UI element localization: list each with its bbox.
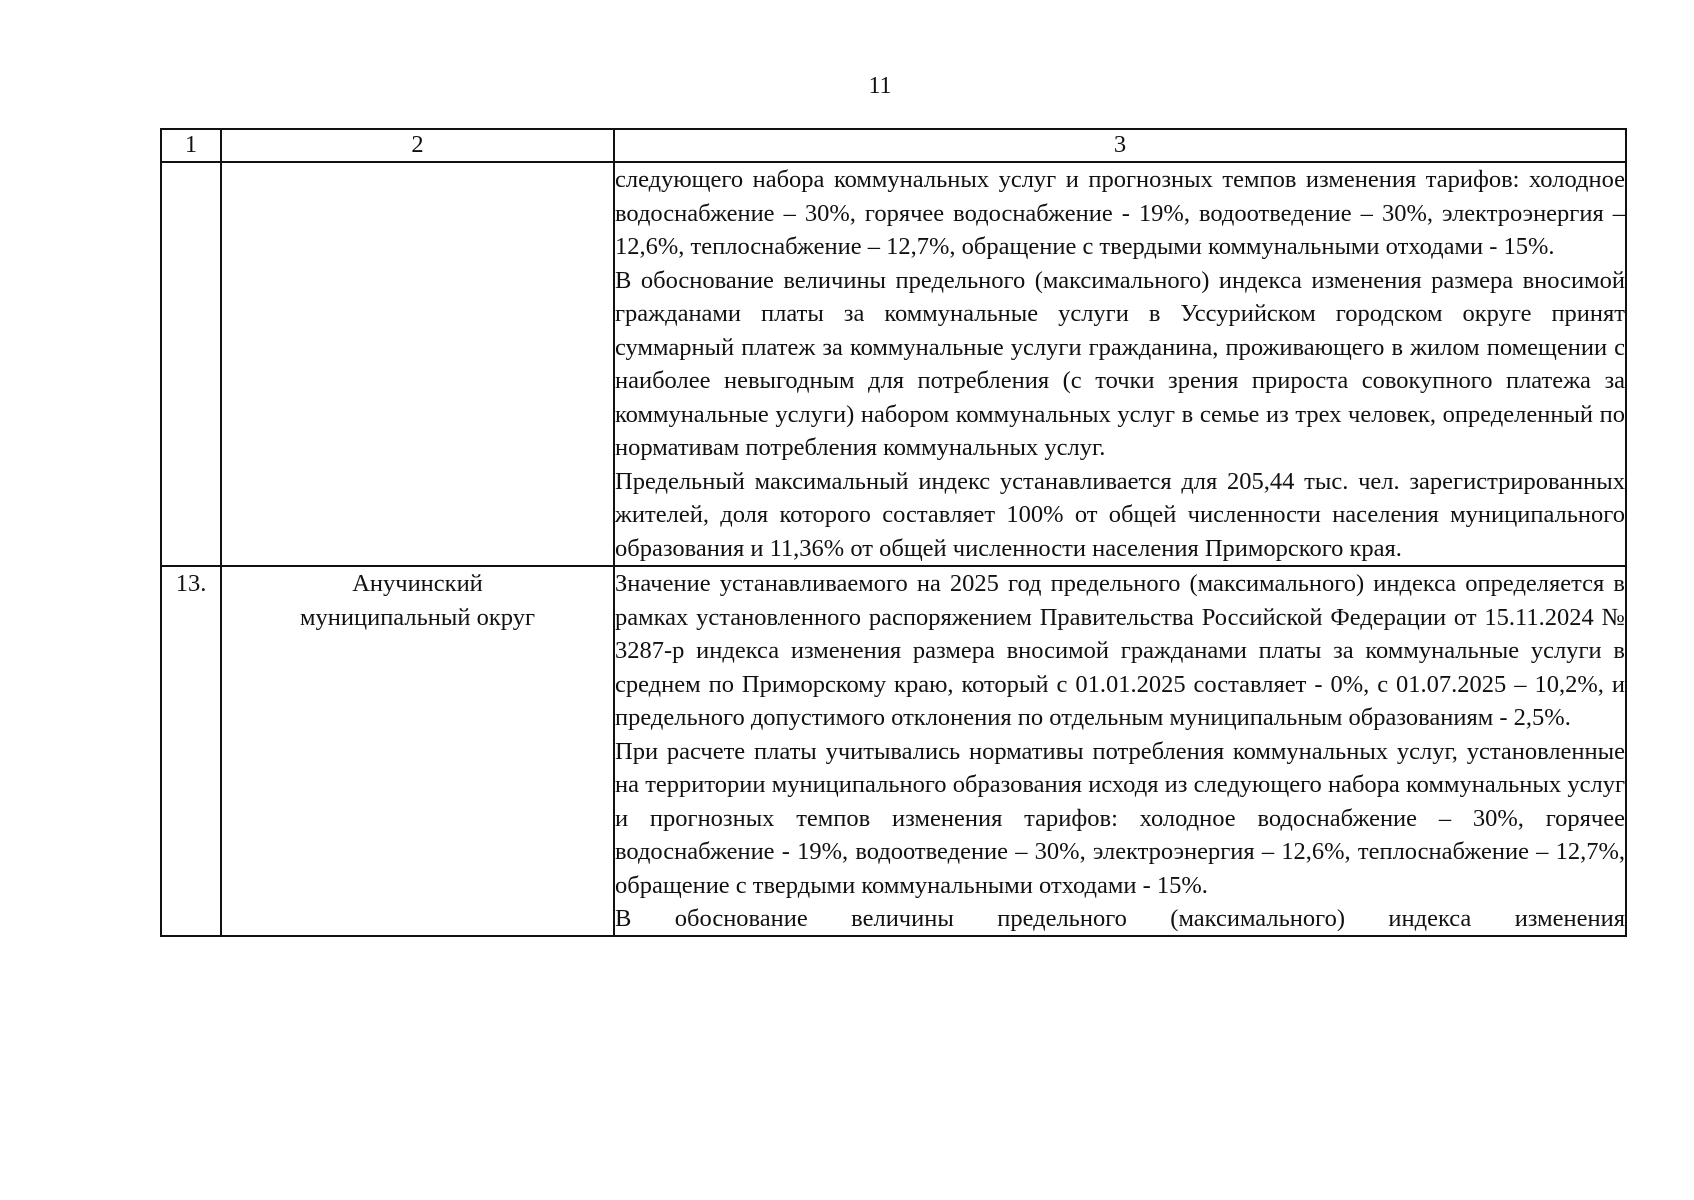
municipality-name bbox=[221, 566, 614, 936]
row-number bbox=[161, 162, 221, 566]
paragraph: В обоснование величины предельного (максимального) индекса изменения bbox=[615, 905, 1625, 932]
header-col-1: 1 bbox=[161, 129, 221, 162]
paragraph: При расчете платы учитывались нормативы потребления коммунальных услуг, установленные на территории муниципального образования исходя из следующего набора коммунальных услуг и прогнозных темпов изменения тарифов: холодное водоснабжение – 30%, горячее водоснабжение - 19%, водоотведение – 30%, электроэнергия – 12,6%, теплоснабжение – 12,7%, обращение с твердыми коммунальными отходами - 15%. bbox=[615, 737, 1625, 899]
municipality-name bbox=[221, 162, 614, 566]
municipality-name-line: муниципальный округ bbox=[300, 603, 535, 631]
paragraph: В обоснование величины предельного (максимального) индекса изменения размера вносимой гражданами платы за коммунальные услуги в Уссурийском городском округе принят суммарный платеж за коммунальные услуги гражданина, проживающего в жилом помещении с наиболее невыгодным для потребления (с точки зрения прироста совокупного платежа за коммунальные услуги) набором коммунальных услуг в семье из трех человек, определенный по нормативам потребления коммунальных услуг. bbox=[615, 266, 1625, 461]
paragraph: Значение устанавливаемого на 2025 год предельного (максимального) индекса определяется в рамках установленного распоряжением Правительства Российской Федерации от 15.11.2024 № 3287-р индекса изменения размера вносимой гражданами платы за коммунальные услуги в среднем по Приморскому краю, который с 01.01.2025 составляет - 0%, с 01.07.2025 – 10,2%, и предельного допустимого отклонения по отдельным муниципальным образованиям - 2,5%. bbox=[615, 570, 1625, 731]
table-row bbox=[161, 162, 1626, 566]
paragraph: следующего набора коммунальных услуг и прогнозных темпов изменения тарифов: холодное водоснабжение – 30%, горячее водоснабжение - 19%, водоотведение – 30%, электроэнергия – 12,6%, теплоснабжение – 12,7%, обращение с твердыми коммунальными отходами - 15%. bbox=[615, 166, 1625, 260]
tariff-index-table bbox=[160, 128, 1627, 937]
table-header-row bbox=[161, 129, 1626, 162]
header-col-2: 2 bbox=[221, 129, 614, 162]
description-cell bbox=[614, 566, 1626, 936]
municipality-name-line: Анучинский bbox=[352, 570, 483, 597]
header-col-3: 3 bbox=[614, 129, 1626, 162]
paragraph: Предельный максимальный индекс устанавливается для 205,44 тыс. чел. зарегистрированных жителей, доля которого составляет 100% от общей численности населения муниципального образования и 11,36% от общей численности населения Приморского края. bbox=[615, 467, 1625, 562]
table-row bbox=[161, 566, 1626, 936]
page-number: 11 bbox=[868, 73, 892, 99]
description-cell bbox=[614, 162, 1626, 566]
row-number: 13. bbox=[161, 566, 221, 936]
